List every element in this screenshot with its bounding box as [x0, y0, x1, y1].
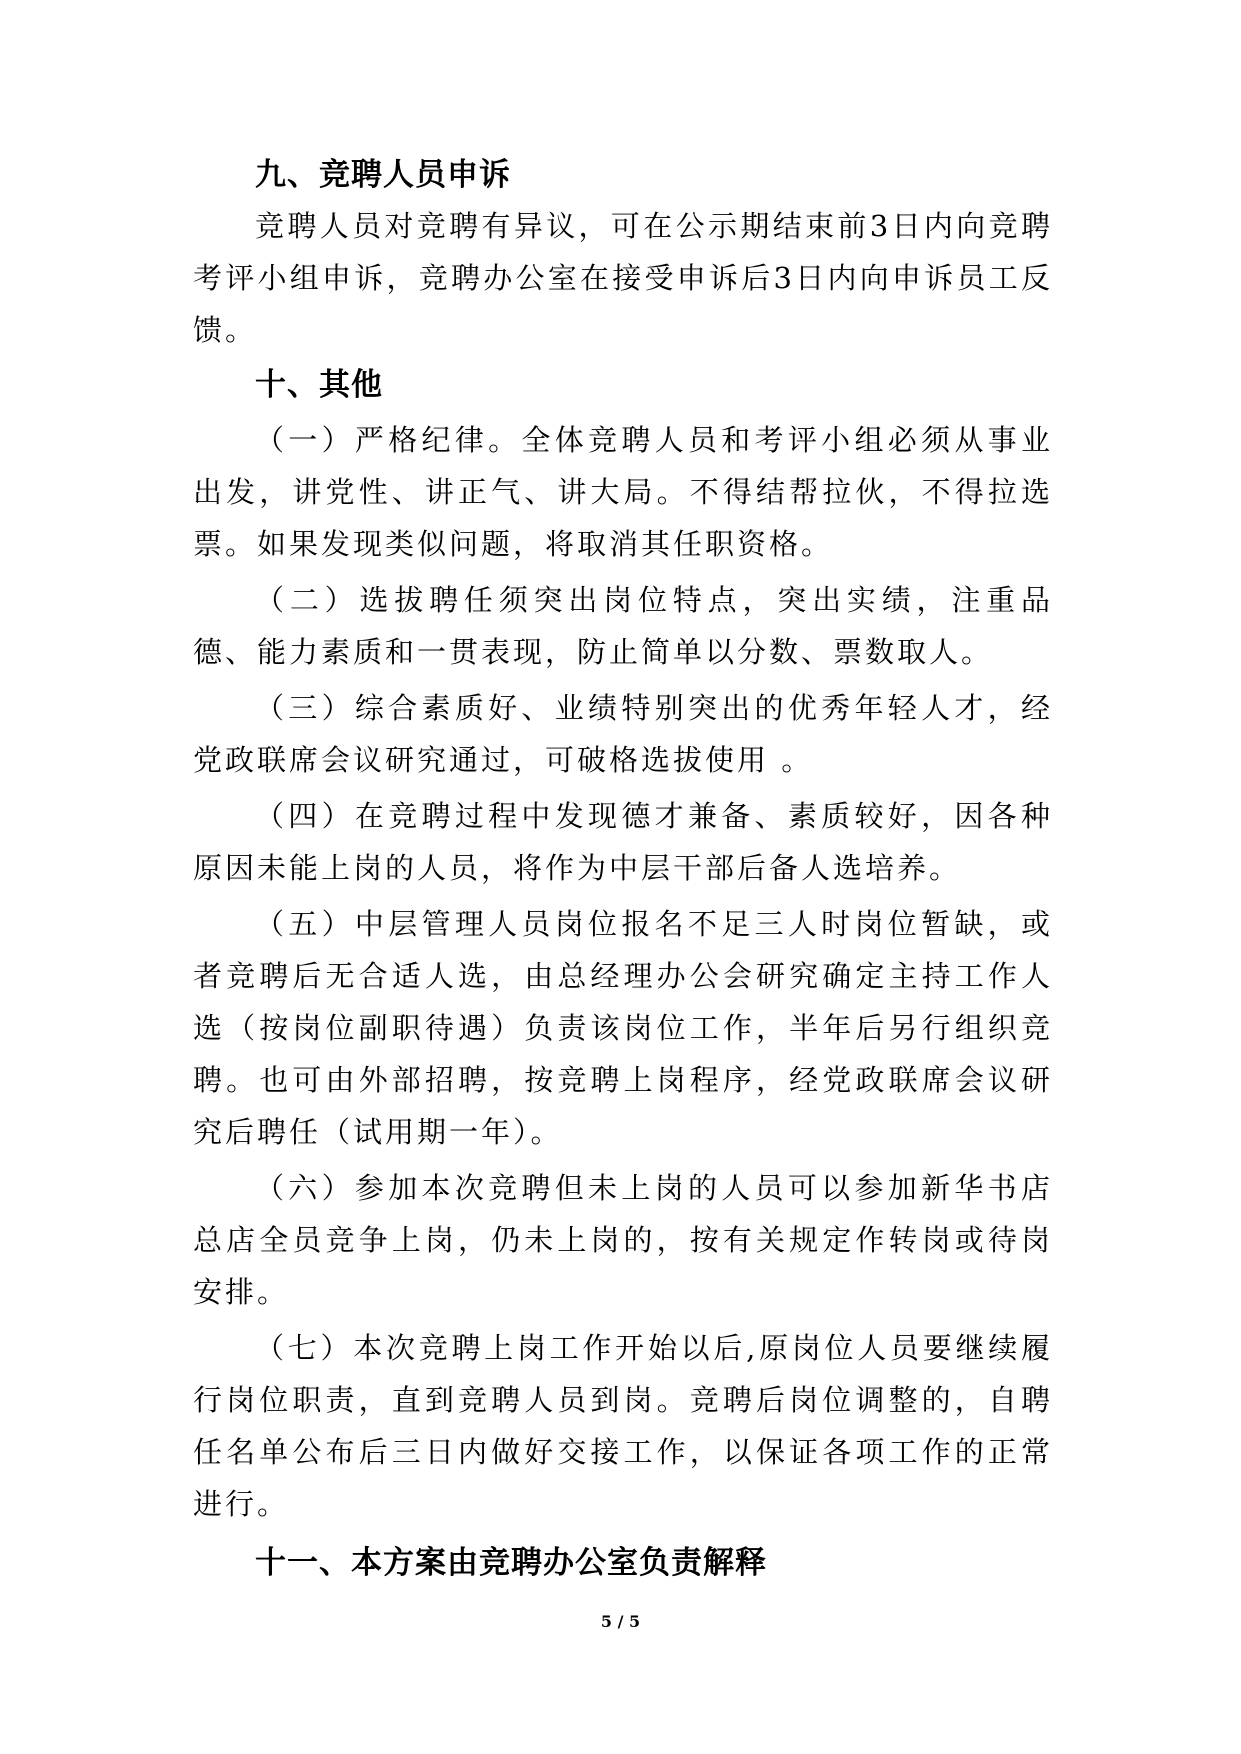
paragraph-other-item-7: （七）本次竞聘上岗工作开始以后,原岗位人员要继续履行岗位职责，直到竞聘人员到岗。竞聘后岗位调整的，自聘任名单公布后三日内做好交接工作，以保证各项工作的正常进行。 — [193, 1331, 1053, 1521]
paragraph-other-item-2: （二）选拔聘任须突出岗位特点，突出实绩，注重品德、能力素质和一贯表现，防止简单以分数、票数取人。 — [193, 583, 1053, 669]
paragraph-appeal: 竞聘人员对竞聘有异议，可在公示期结束前3日内向竞聘考评小组申诉，竞聘办公室在接受申诉后3日内向申诉员工反馈。 — [193, 209, 1053, 347]
paragraph-other-item-5: （五）中层管理人员岗位报名不足三人时岗位暂缺，或者竞聘后无合适人选，由总经理办公会研究确定主持工作人选（按岗位副职待遇）负责该岗位工作，半年后另行组织竞聘。也可由外部招聘，按竞聘上岗程序，经党政联席会议研究后聘任（试用期一年）。 — [193, 907, 1053, 1149]
document-body — [193, 150, 1053, 1588]
paragraph-other-item-4: （四）在竞聘过程中发现德才兼备、素质较好，因各种原因未能上岗的人员，将作为中层干部后备人选培养。 — [193, 799, 1053, 885]
paragraph-other-item-3: （三）综合素质好、业绩特别突出的优秀年轻人才，经党政联席会议研究通过，可破格选拔使用 。 — [193, 691, 1053, 777]
page-number: 5 / 5 — [600, 1612, 641, 1631]
section-heading-appeal: 九、竞聘人员申诉 — [255, 157, 511, 193]
section-heading-other: 十、其他 — [255, 367, 383, 403]
section-heading-interpretation: 十一、本方案由竞聘办公室负责解释 — [255, 1545, 767, 1581]
paragraph-other-item-6: （六）参加本次竞聘但未上岗的人员可以参加新华书店总店全员竞争上岗，仍未上岗的，按有关规定作转岗或待岗安排。 — [193, 1171, 1053, 1309]
paragraph-other-item-1: （一）严格纪律。全体竞聘人员和考评小组必须从事业出发，讲党性、讲正气、讲大局。不得结帮拉伙，不得拉选票。如果发现类似问题，将取消其任职资格。 — [193, 423, 1053, 561]
